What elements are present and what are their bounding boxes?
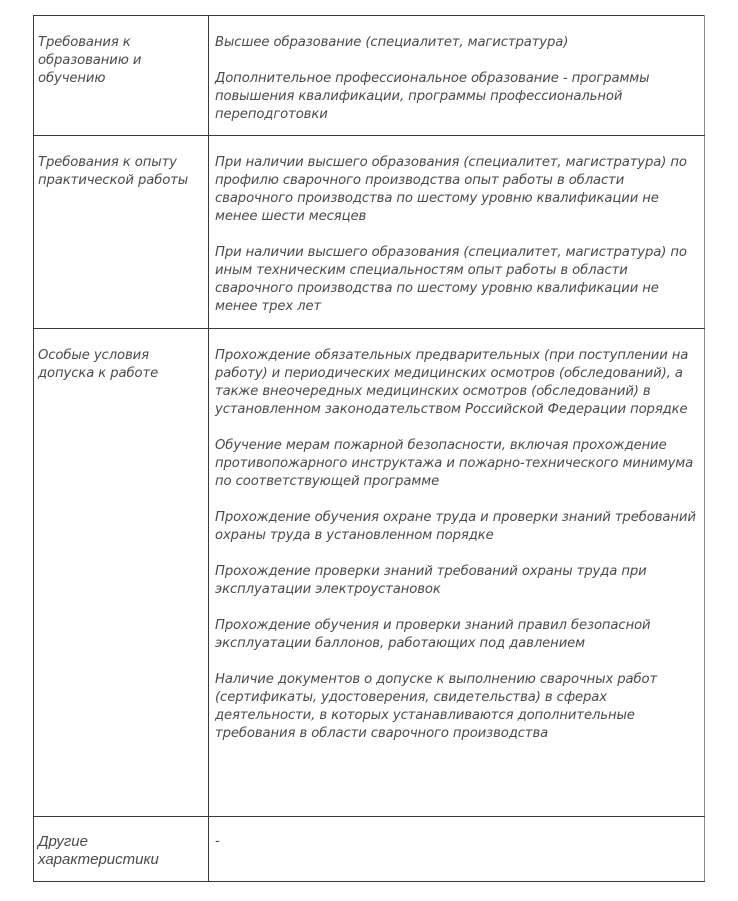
table-row-other [34, 817, 705, 882]
table-row-experience [34, 136, 705, 329]
requirement-paragraph: При наличии высшего образования (специалитет, магистратура) по иным техническим специальностям опыт работы в области сварочного производства по шестому уровню квалификации не менее трех лет [215, 245, 687, 314]
requirement-paragraph: Прохождение обучения охране труда и проверки знаний требований охраны труда в установленном порядке [215, 510, 696, 543]
requirement-paragraph: - [215, 834, 220, 849]
row-label: Требования к опыту практической работы [38, 155, 189, 188]
row-label: Требования к образованию и обучению [38, 35, 142, 86]
requirement-paragraph: Прохождение проверки знаний требований охраны труда при эксплуатации электроустановок [215, 564, 647, 597]
requirement-paragraph: Обучение мерам пожарной безопасности, включая прохождение противопожарного инструктажа и пожарно-технического минимума по соответствующей программе [215, 438, 694, 489]
row-value-cell [209, 136, 705, 329]
table-row-special-conditions [34, 329, 705, 817]
row-value-cell [209, 16, 705, 136]
row-value-cell [209, 329, 705, 817]
row-label-cell [34, 136, 209, 329]
row-label-cell [34, 817, 209, 882]
row-value-cell [209, 817, 705, 882]
row-label-cell [34, 16, 209, 136]
row-label: Особые условия допуска к работе [38, 348, 159, 381]
requirement-paragraph: Дополнительное профессиональное образование - программы повышения квалификации, программы профессиональной переподготовки [215, 71, 650, 122]
requirement-paragraph: Прохождение обязательных предварительных (при поступлении на работу) и периодических медицинских осмотров (обследований), а также внеочередных медицинских осмотров (обследований) в установленном законодательством Российской Федерации порядке [215, 348, 689, 417]
requirement-paragraph: При наличии высшего образования (специалитет, магистратура) по профилю сварочного производства опыт работы в области сварочного производства по шестому уровню квалификации не менее шести месяцев [215, 155, 687, 224]
row-label-cell [34, 329, 209, 817]
row-label: Другие характеристики [38, 833, 159, 868]
requirement-paragraph: Наличие документов о допуске к выполнению сварочных работ (сертификаты, удостоверения, свидетельства) в сферах деятельности, в которых устанавливаются дополнительные требования в области сварочного производства [215, 672, 658, 741]
requirement-paragraph: Высшее образование (специалитет, магистратура) [215, 35, 569, 50]
requirements-table [33, 15, 705, 882]
requirement-paragraph: Прохождение обучения и проверки знаний правил безопасной эксплуатации баллонов, работающих под давлением [215, 618, 651, 651]
table-row-education [34, 16, 705, 136]
